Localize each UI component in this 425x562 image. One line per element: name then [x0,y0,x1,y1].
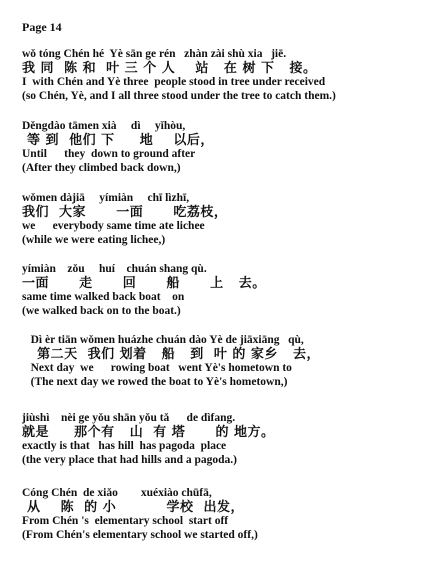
translation-line: (From Chén's elementary school we started off,) [22,529,258,541]
sentence-block-5 [22,334,417,390]
translation-line: (while we were eating lichee,) [22,234,166,246]
pinyin-line: wǒ tóng Chén hé Yè sān ge rén zhàn zài shù xia jiē. [22,48,287,60]
hanzi-line: 我 同 陈 和 叶 三 个 人 站 在 树 下 接。 [22,61,317,76]
pinyin-line: yímiàn zǒu huí chuán shang qù. [22,263,207,275]
english-gloss-line: Until they down to ground after [22,148,196,160]
pinyin-line: Cóng Chén de xiǎo xuéxiào chūfā, [22,487,212,499]
sentence-block-7 [22,487,417,543]
pinyin-line: wǒmen dàjiā yímiàn chī lìzhī, [22,192,190,204]
hanzi-line: 一面 走 回 船 上 去。 [22,276,266,291]
english-gloss-line: we everybody same time ate lichee [22,220,205,232]
hanzi-line: 等 到 他们 下 地 以后， [22,133,214,148]
english-gloss-line: same time walked back boat on [22,291,185,303]
translation-line: (the very place that had hills and a pagoda.) [22,454,238,466]
translation-line: (The next day we rowed the boat to Yè's hometown,) [22,376,288,388]
page-number: Page 14 [22,20,62,34]
translation-line: (we walked back on to the boat.) [22,305,181,317]
hanzi-line: 就是 那个有 山 有 塔 的 地方。 [22,425,275,440]
english-gloss-line: From Chén 's elementary school start off [22,515,229,527]
translation-line: (so Chén, Yè, and I all three stood under the tree to catch them.) [22,90,336,102]
pinyin-line: Dì èr tiān wǒmen huázhe chuán dào Yè de jiāxiāng qù, [22,334,304,346]
sentence-block-2 [22,120,417,176]
sentence-block-4 [22,263,417,319]
hanzi-line: 从 陈 的 小 学校 出发， [22,500,245,515]
translation-line: (After they climbed back down,) [22,162,181,174]
english-gloss-line: I with Chén and Yè three people stood in tree under received [22,76,326,88]
english-gloss-line: Next day we rowing boat went Yè's hometown to [22,362,292,374]
sentence-block-1 [22,48,417,104]
pinyin-line: Děngdào tāmen xià dì yǐhòu, [22,120,186,132]
sentence-block-6 [22,412,417,468]
pinyin-line: jiùshì nèi ge yǒu shān yǒu tǎ de dìfang. [22,412,236,424]
hanzi-line: 我们 大家 一面 吃荔枝， [22,205,228,220]
sentence-block-3 [22,192,417,248]
english-gloss-line: exactly is that has hill has pagoda place [22,440,227,452]
hanzi-line: 第二天 我们 划着 船 到 叶 的 家乡 去， [22,347,320,362]
